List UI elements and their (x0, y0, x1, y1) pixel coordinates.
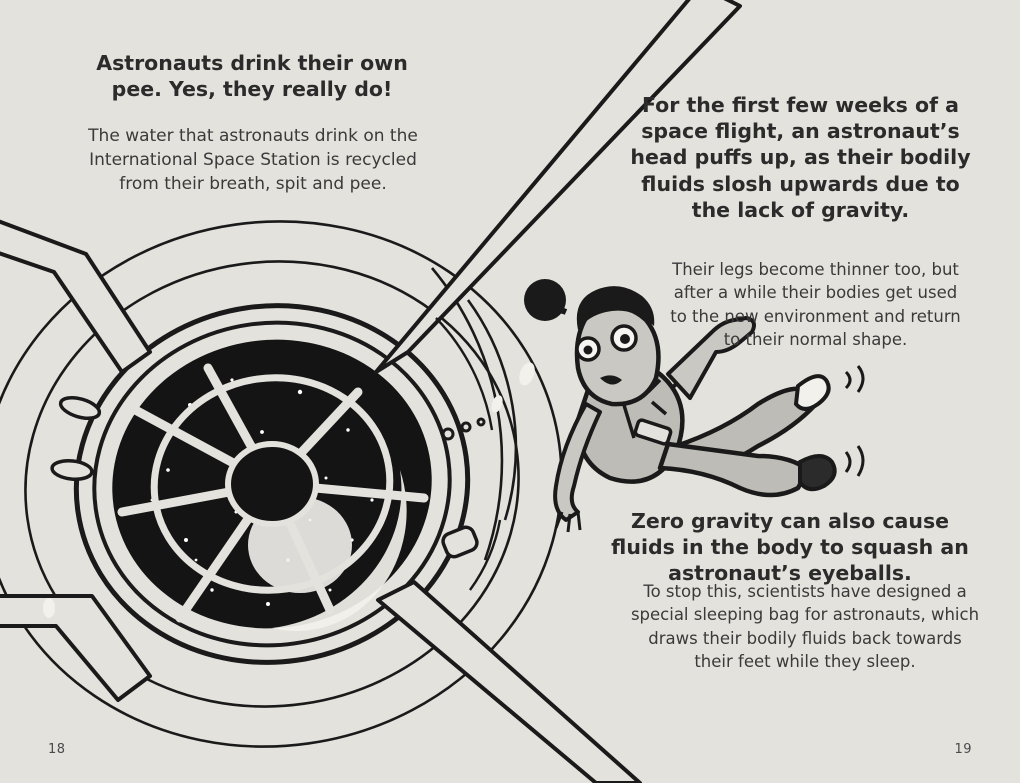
right-page-headline-1: For the first few weeks of a space flight, an astronaut’s head puffs up, as their bodily fluids slosh upwards due to the lack of gravity. (630, 93, 971, 222)
left-page-headline: Astronauts drink their own pee. Yes, they really do! (96, 51, 408, 102)
page-number-right: 19 (954, 742, 972, 757)
left-page-body: The water that astronauts drink on the International Space Station is recycled from their breath, spit and pee. (88, 126, 418, 195)
right-page-headline-2: Zero gravity can also cause fluids in the body to squash an astronaut’s eyeballs. (611, 509, 969, 586)
page-number-left: 18 (48, 742, 66, 757)
window-hub (228, 444, 316, 524)
right-page-body-2: To stop this, scientists have designed a special sleeping bag for astronauts, which draws their bodily fluids back towards their feet while they sleep. (630, 582, 980, 672)
motion-ticks (846, 366, 863, 476)
right-page-body-1: Their legs become thinner too, but after a while their bodies get used to the new environment and return to their normal shape. (670, 260, 961, 350)
